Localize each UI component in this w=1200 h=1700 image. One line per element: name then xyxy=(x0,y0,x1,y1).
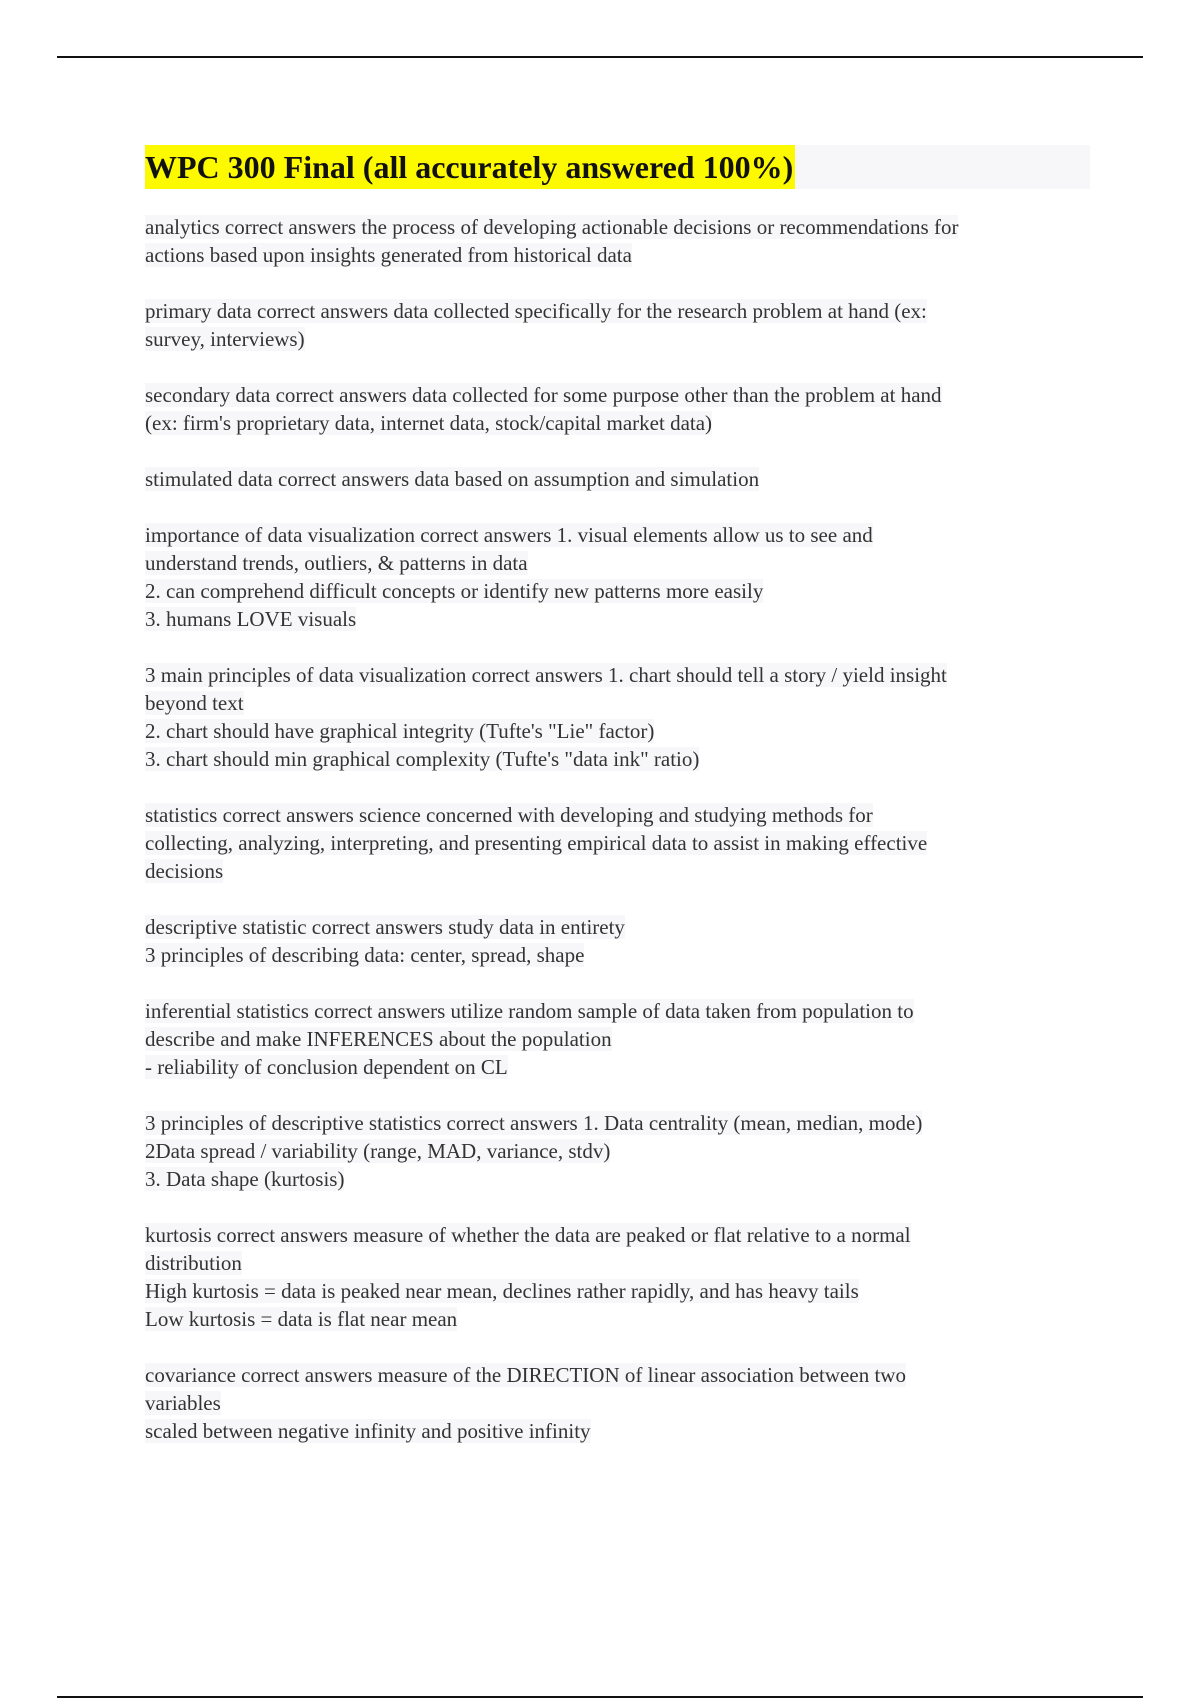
entry-line-text: survey, interviews) xyxy=(145,327,305,351)
entry-line-text: understand trends, outliers, & patterns in data xyxy=(145,551,528,575)
entry-line xyxy=(145,1137,1090,1165)
entry-line xyxy=(145,213,1090,241)
entry-line-text: collecting, analyzing, interpreting, and presenting empirical data to assist in making effective xyxy=(145,831,928,855)
entry-line-text: inferential statistics correct answers utilize random sample of data taken from population to xyxy=(145,999,914,1023)
document-body xyxy=(145,145,1090,1473)
entry-line xyxy=(145,241,1090,269)
entry-line xyxy=(145,717,1090,745)
entry-line-text: stimulated data correct answers data based on assumption and simulation xyxy=(145,467,760,491)
entry-line-text: 3. Data shape (kurtosis) xyxy=(145,1167,345,1191)
qa-entry xyxy=(145,521,1090,633)
entry-line xyxy=(145,661,1090,689)
qa-entry xyxy=(145,661,1090,773)
entry-line-text: High kurtosis = data is peaked near mean, declines rather rapidly, and has heavy tails xyxy=(145,1279,859,1303)
qa-entry xyxy=(145,801,1090,885)
qa-entry xyxy=(145,381,1090,437)
entry-line xyxy=(145,549,1090,577)
qa-entry xyxy=(145,1109,1090,1193)
qa-entry xyxy=(145,297,1090,353)
entry-line-text: 3. chart should min graphical complexity (Tufte's "data ink" ratio) xyxy=(145,747,700,771)
title-bar xyxy=(145,145,1090,189)
entry-line xyxy=(145,801,1090,829)
entry-line-text: actions based upon insights generated from historical data xyxy=(145,243,632,267)
entry-line xyxy=(145,1109,1090,1137)
entry-line-text: 3 principles of descriptive statistics correct answers 1. Data centrality (mean, median, mode) xyxy=(145,1111,923,1135)
entry-line xyxy=(145,465,1090,493)
entry-line xyxy=(145,577,1090,605)
entry-line xyxy=(145,941,1090,969)
entry-line-text: kurtosis correct answers measure of whether the data are peaked or flat relative to a normal xyxy=(145,1223,911,1247)
entry-line-text: 3 principles of describing data: center, spread, shape xyxy=(145,943,585,967)
entry-line-text: primary data correct answers data collected specifically for the research problem at hand (ex: xyxy=(145,299,927,323)
entry-line xyxy=(145,1361,1090,1389)
entry-line-text: analytics correct answers the process of developing actionable decisions or recommendations for xyxy=(145,215,959,239)
entry-line-text: 2. can comprehend difficult concepts or identify new patterns more easily xyxy=(145,579,764,603)
qa-entry xyxy=(145,1361,1090,1445)
entry-line-text: beyond text xyxy=(145,691,244,715)
entry-line-text: 2. chart should have graphical integrity (Tufte's "Lie" factor) xyxy=(145,719,655,743)
entry-line-text: importance of data visualization correct answers 1. visual elements allow us to see and xyxy=(145,523,873,547)
entry-line xyxy=(145,1277,1090,1305)
entry-line xyxy=(145,1417,1090,1445)
entry-line xyxy=(145,857,1090,885)
qa-entry xyxy=(145,913,1090,969)
entry-line-text: Low kurtosis = data is flat near mean xyxy=(145,1307,458,1331)
entry-line xyxy=(145,745,1090,773)
entry-line xyxy=(145,1305,1090,1333)
entry-line-text: covariance correct answers measure of the DIRECTION of linear association between two xyxy=(145,1363,906,1387)
entry-line-text: scaled between negative infinity and positive infinity xyxy=(145,1419,591,1443)
qa-entry xyxy=(145,213,1090,269)
top-rule xyxy=(57,56,1143,58)
entry-line-text: decisions xyxy=(145,859,224,883)
entry-line-text: 3. humans LOVE visuals xyxy=(145,607,357,631)
entry-line xyxy=(145,913,1090,941)
entry-line xyxy=(145,297,1090,325)
entries-list xyxy=(145,213,1090,1445)
entry-line-text: 2Data spread / variability (range, MAD, variance, stdv) xyxy=(145,1139,611,1163)
entry-line xyxy=(145,381,1090,409)
entry-line-text: distribution xyxy=(145,1251,242,1275)
qa-entry xyxy=(145,997,1090,1081)
entry-line xyxy=(145,1221,1090,1249)
entry-line xyxy=(145,1389,1090,1417)
document-title: WPC 300 Final (all accurately answered 100%) xyxy=(145,145,795,189)
entry-line-text: statistics correct answers science concerned with developing and studying methods for xyxy=(145,803,873,827)
bottom-rule xyxy=(57,1696,1143,1698)
entry-line xyxy=(145,409,1090,437)
entry-line-text: - reliability of conclusion dependent on CL xyxy=(145,1055,508,1079)
qa-entry xyxy=(145,465,1090,493)
entry-line xyxy=(145,997,1090,1025)
entry-line xyxy=(145,689,1090,717)
entry-line-text: describe and make INFERENCES about the population xyxy=(145,1027,612,1051)
entry-line xyxy=(145,1249,1090,1277)
entry-line xyxy=(145,829,1090,857)
qa-entry xyxy=(145,1221,1090,1333)
entry-line xyxy=(145,325,1090,353)
entry-line xyxy=(145,1025,1090,1053)
entry-line xyxy=(145,521,1090,549)
entry-line-text: variables xyxy=(145,1391,221,1415)
entry-line-text: 3 main principles of data visualization correct answers 1. chart should tell a story / yield insight xyxy=(145,663,947,687)
entry-line xyxy=(145,605,1090,633)
entry-line xyxy=(145,1165,1090,1193)
entry-line-text: secondary data correct answers data collected for some purpose other than the problem at hand xyxy=(145,383,942,407)
entry-line xyxy=(145,1053,1090,1081)
entry-line-text: (ex: firm's proprietary data, internet data, stock/capital market data) xyxy=(145,411,713,435)
entry-line-text: descriptive statistic correct answers study data in entirety xyxy=(145,915,625,939)
